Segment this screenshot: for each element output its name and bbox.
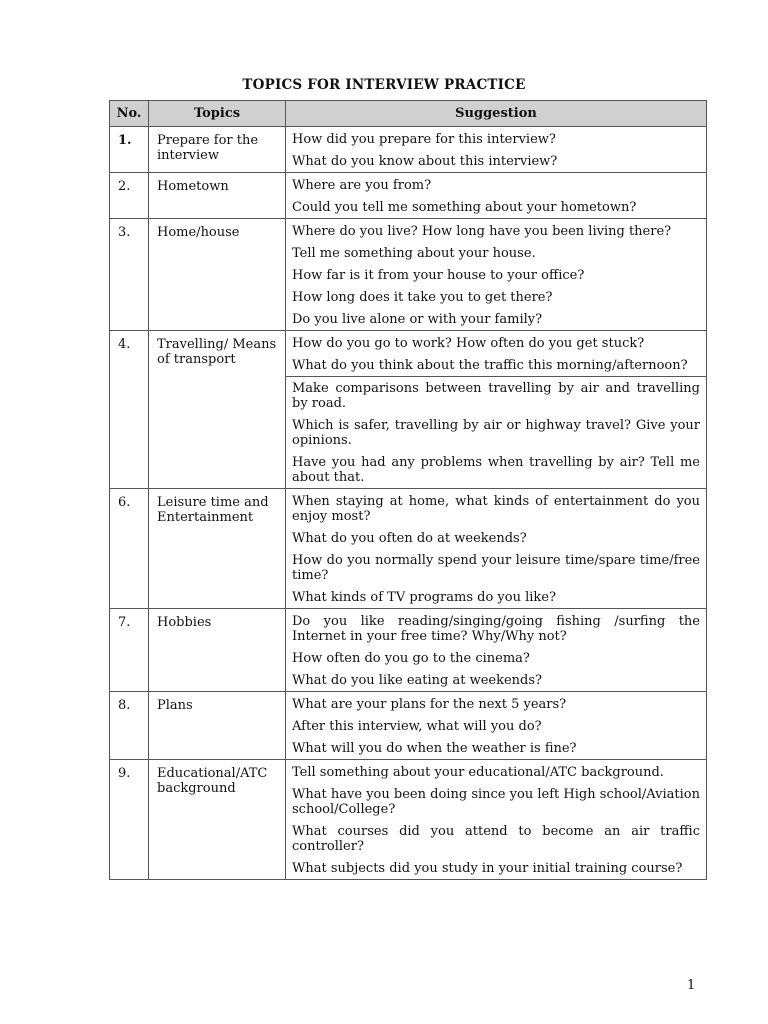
suggestion-item: What do you think about the traffic this morning/afternoon? [292,358,688,373]
suggestion-item: Where are you from? [292,178,432,193]
row-topic: Hobbies [149,609,286,692]
row-suggestions [286,219,707,331]
suggestion-item: What have you been doing since you left High school/Aviation school/College? [292,787,700,817]
suggestion-item: Where do you live? How long have you been living there? [292,224,672,239]
table-row [110,489,707,609]
suggestion-item: How long does it take you to get there? [292,290,553,305]
row-topic: Leisure time and Entertainment [149,489,286,609]
suggestion-item: How do you normally spend your leisure time/spare time/free time? [292,553,700,583]
row-topic: Plans [149,692,286,760]
suggestion-item: Do you live alone or with your family? [292,312,543,327]
row-topic: Educational/ATC background [149,760,286,880]
row-topic: Prepare for the interview [149,127,286,173]
table-header-row [110,101,707,127]
suggestion-item: What do you often do at weekends? [292,531,527,546]
row-suggestions [286,760,707,880]
suggestion-item: Tell something about your educational/ATC background. [292,765,664,780]
row-suggestions [286,331,707,489]
row-number: 3. [110,219,149,331]
table-row [110,219,707,331]
row-suggestions [286,489,707,609]
row-topic: Travelling/ Means of transport [149,331,286,489]
row-topic: Home/house [149,219,286,331]
suggestion-item: Which is safer, travelling by air or highway travel? Give your opinions. [292,418,700,448]
suggestion-item: Do you like reading/singing/going fishing /surfing the Internet in your free time? Why/Why not? [292,614,700,644]
suggestion-item: What do you like eating at weekends? [292,673,542,688]
row-number: 7. [110,609,149,692]
topics-table [109,100,707,880]
header-suggestion: Suggestion [286,101,707,127]
suggestion-item: What kinds of TV programs do you like? [292,590,556,605]
row-suggestions [286,692,707,760]
header-no: No. [110,101,149,127]
table-row [110,127,707,173]
suggestion-item: What courses did you attend to become an air traffic controller? [292,824,700,854]
table-row [110,692,707,760]
suggestion-item: Could you tell me something about your hometown? [292,200,637,215]
row-number: 1. [110,127,149,173]
suggestion-item: After this interview, what will you do? [292,719,542,734]
suggestion-item: Make comparisons between travelling by air and travelling by road. [292,381,700,411]
row-number: 6. [110,489,149,609]
suggestion-item: Tell me something about your house. [292,246,536,261]
suggestion-item: How often do you go to the cinema? [292,651,530,666]
table-row [110,173,707,219]
page-number: 1 [687,978,696,993]
row-number: 9. [110,760,149,880]
row-suggestions [286,609,707,692]
row-suggestions [286,173,707,219]
table-row [110,609,707,692]
table-row [110,760,707,880]
suggestion-item: What will you do when the weather is fine? [292,741,577,756]
table-row [110,331,707,489]
suggestion-item: Have you had any problems when travelling by air? Tell me about that. [292,455,700,485]
row-suggestions [286,127,707,173]
suggestion-item: How far is it from your house to your office? [292,268,585,283]
suggestion-item: When staying at home, what kinds of entertainment do you enjoy most? [292,494,700,524]
page-title: TOPICS FOR INTERVIEW PRACTICE [242,77,526,93]
row-topic: Hometown [149,173,286,219]
suggestion-item: What do you know about this interview? [292,154,558,169]
header-topics: Topics [149,101,286,127]
suggestion-item: What subjects did you study in your initial training course? [292,861,683,876]
row-number: 8. [110,692,149,760]
suggestion-item: How do you go to work? How often do you get stuck? [292,336,645,351]
suggestion-item: How did you prepare for this interview? [292,132,556,147]
row-number: 2. [110,173,149,219]
row-number: 4. [110,331,149,489]
suggestion-item: What are your plans for the next 5 years? [292,697,567,712]
